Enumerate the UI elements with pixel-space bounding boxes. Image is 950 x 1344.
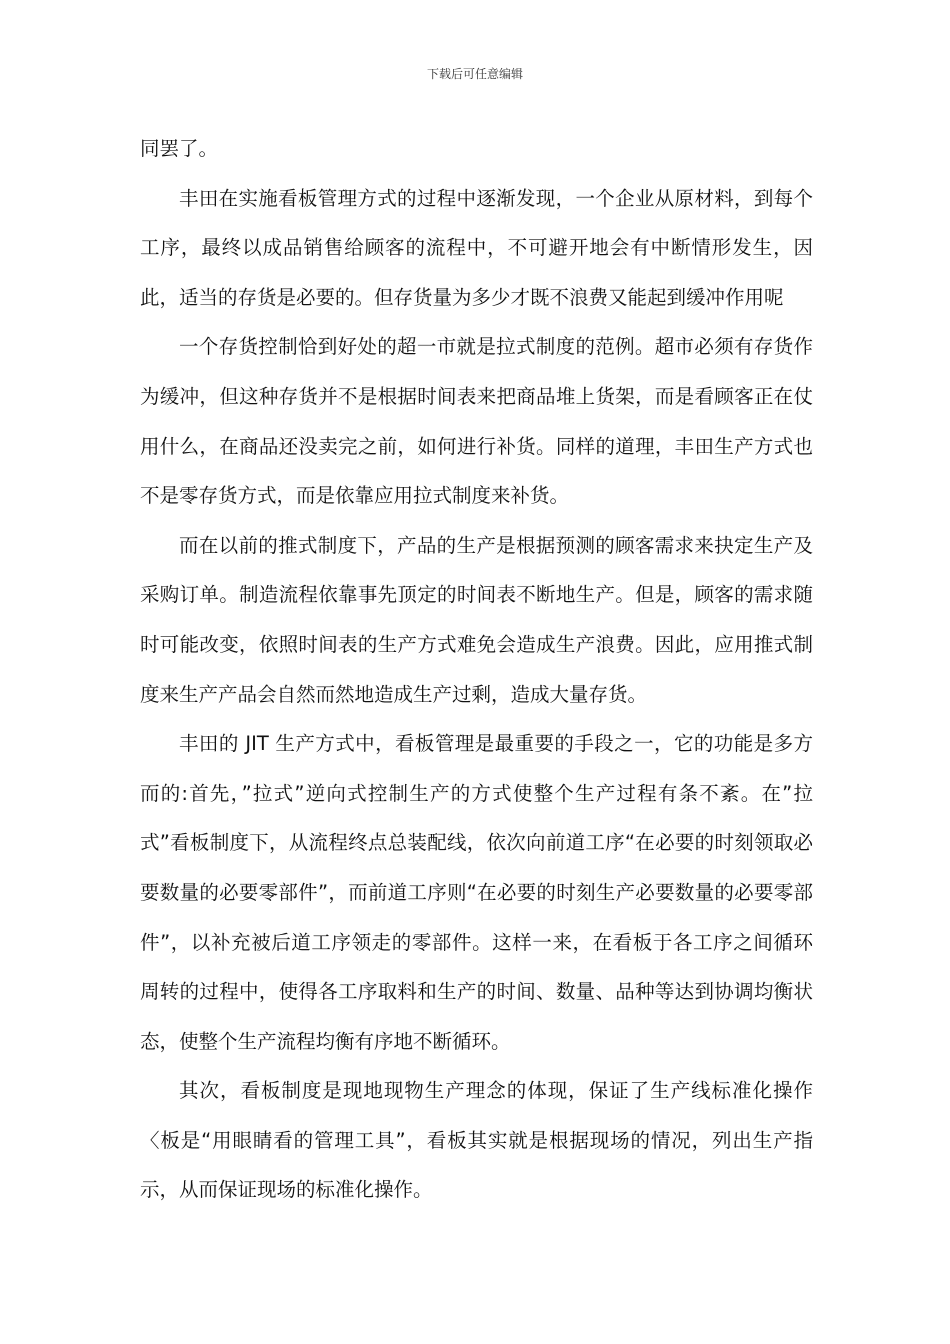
paragraph-5: 丰田的 JIT 生产方式中，看板管理是最重要的手段之一，它的功能是多方而的:首先，”拉式”逆向式控制生产的方式使整个生产过程有条不紊。在”拉式”看板制度下，从流程终点总装配线，依次向前道工序“在必要的时刻领取必要数量的必要零部件”，而前道工序则“在必要的时刻生产必要数量的必要零部件”，以补充被后道工序领走的零部件。这样一来，在看板于各工序之间循环周转的过程中，使得各工序取料和生产的时间、数量、品种等达到协调均衡状态，使整个生产流程均衡有序地不断循环。 <box>140 732 813 1053</box>
paragraph-6: 其次，看板制度是现地现物生产理念的体现，保证了生产线标准化操作〈板是“用眼睛看的管理工具”，看板其实就是根据现场的情况，列出生产指示，从而保证现场的标准化操作。 <box>140 1079 813 1202</box>
paragraph-4: 而在以前的推式制度下，产品的生产是根据预测的顾客需求来抉定生产及采购订单。制造流程依靠事先顶定的时间表不断地生产。但是，顾客的需求随时可能改变，依照时间表的生产方式难免会造成生产浪费。因此，应用推式制度来生产产品会自然而然地造成生产过剩，造成大量存货。 <box>140 533 813 706</box>
paragraph-2: 丰田在实施看板管理方式的过程中逐渐发现，一个企业从原材料，到每个工序，最终以成品销售给顾客的流程中，不可避开地会有中断情形发生，因此，适当的存货是必要的。但存货量为多少才既不浪费又能起到缓冲作用呢 <box>140 186 813 309</box>
page-header: 下载后可任意编辑 <box>426 67 523 81</box>
paragraph-1: 同罢了。 <box>140 137 219 160</box>
paragraph-3: 一个存货控制恰到好处的超一市就是拉式制度的范例。超市必须有存货作为缓冲，但这种存货并不是根据时间表来把商品堆上货架，而是看顾客正在仗用什么，在商品还没卖完之前，如何进行补货。同样的道理，丰田生产方式也不是零存货方式，而是依靠应用拉式制度来补货。 <box>140 335 813 508</box>
document-body <box>140 124 813 1215</box>
